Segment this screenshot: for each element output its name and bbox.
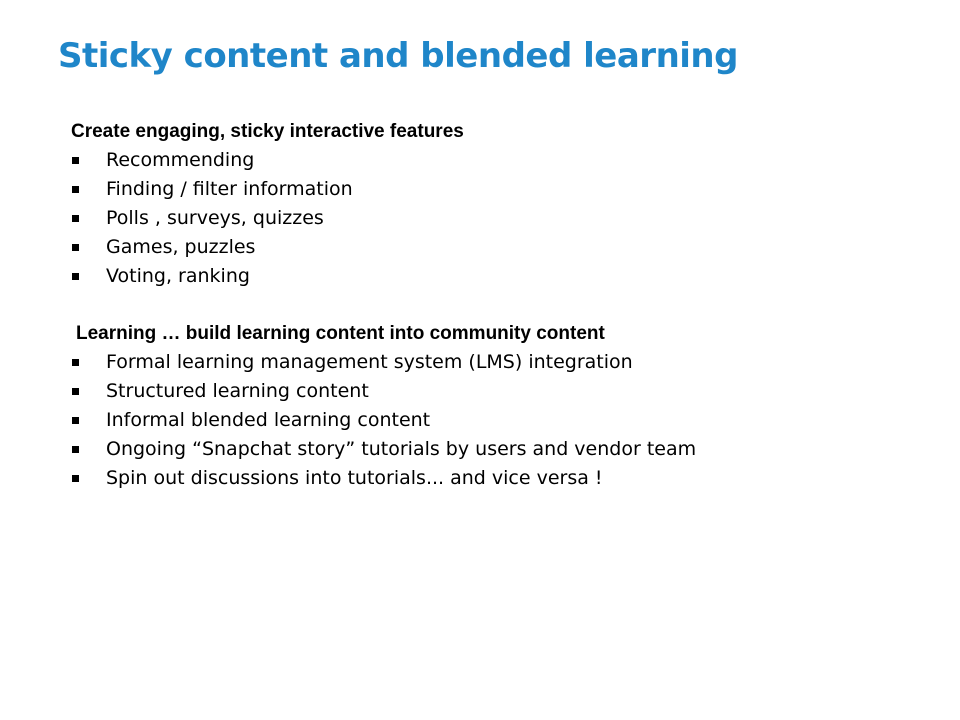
- bullet-item: [71, 435, 831, 464]
- bullet-text: Spin out discussions into tutorials... and vice versa !: [106, 467, 603, 489]
- square-bullet-icon: [72, 186, 79, 193]
- bullet-item: [71, 262, 831, 291]
- square-bullet-icon: [72, 244, 79, 251]
- bullet-text: Polls , surveys, quizzes: [106, 207, 324, 229]
- bullet-item: [71, 146, 831, 175]
- bullet-text: Recommending: [106, 149, 255, 171]
- bullet-text: Finding / filter information: [106, 178, 353, 200]
- bullet-item: [71, 464, 831, 493]
- slide-title: Sticky content and blended learning: [58, 36, 738, 76]
- square-bullet-icon: [72, 273, 79, 280]
- bullet-item: [71, 175, 831, 204]
- bullet-text: Voting, ranking: [106, 265, 250, 287]
- section-learning: [71, 320, 831, 493]
- square-bullet-icon: [72, 388, 79, 395]
- square-bullet-icon: [72, 157, 79, 164]
- section-interactive-features: [71, 118, 831, 291]
- square-bullet-icon: [72, 475, 79, 482]
- section-heading: Learning … build learning content into community content: [76, 323, 605, 344]
- bullet-list: [71, 146, 831, 291]
- bullet-text: Structured learning content: [106, 380, 369, 402]
- square-bullet-icon: [72, 417, 79, 424]
- bullet-item: [71, 204, 831, 233]
- bullet-item: [71, 348, 831, 377]
- bullet-list: [71, 348, 831, 493]
- square-bullet-icon: [72, 215, 79, 222]
- section-heading: Create engaging, sticky interactive features: [71, 121, 464, 142]
- bullet-item: [71, 406, 831, 435]
- bullet-text: Ongoing “Snapchat story” tutorials by users and vendor team: [106, 438, 697, 460]
- bullet-item: [71, 377, 831, 406]
- bullet-text: Games, puzzles: [106, 236, 256, 258]
- bullet-text: Formal learning management system (LMS) integration: [106, 351, 633, 373]
- bullet-text: Informal blended learning content: [106, 409, 431, 431]
- square-bullet-icon: [72, 446, 79, 453]
- bullet-item: [71, 233, 831, 262]
- square-bullet-icon: [72, 359, 79, 366]
